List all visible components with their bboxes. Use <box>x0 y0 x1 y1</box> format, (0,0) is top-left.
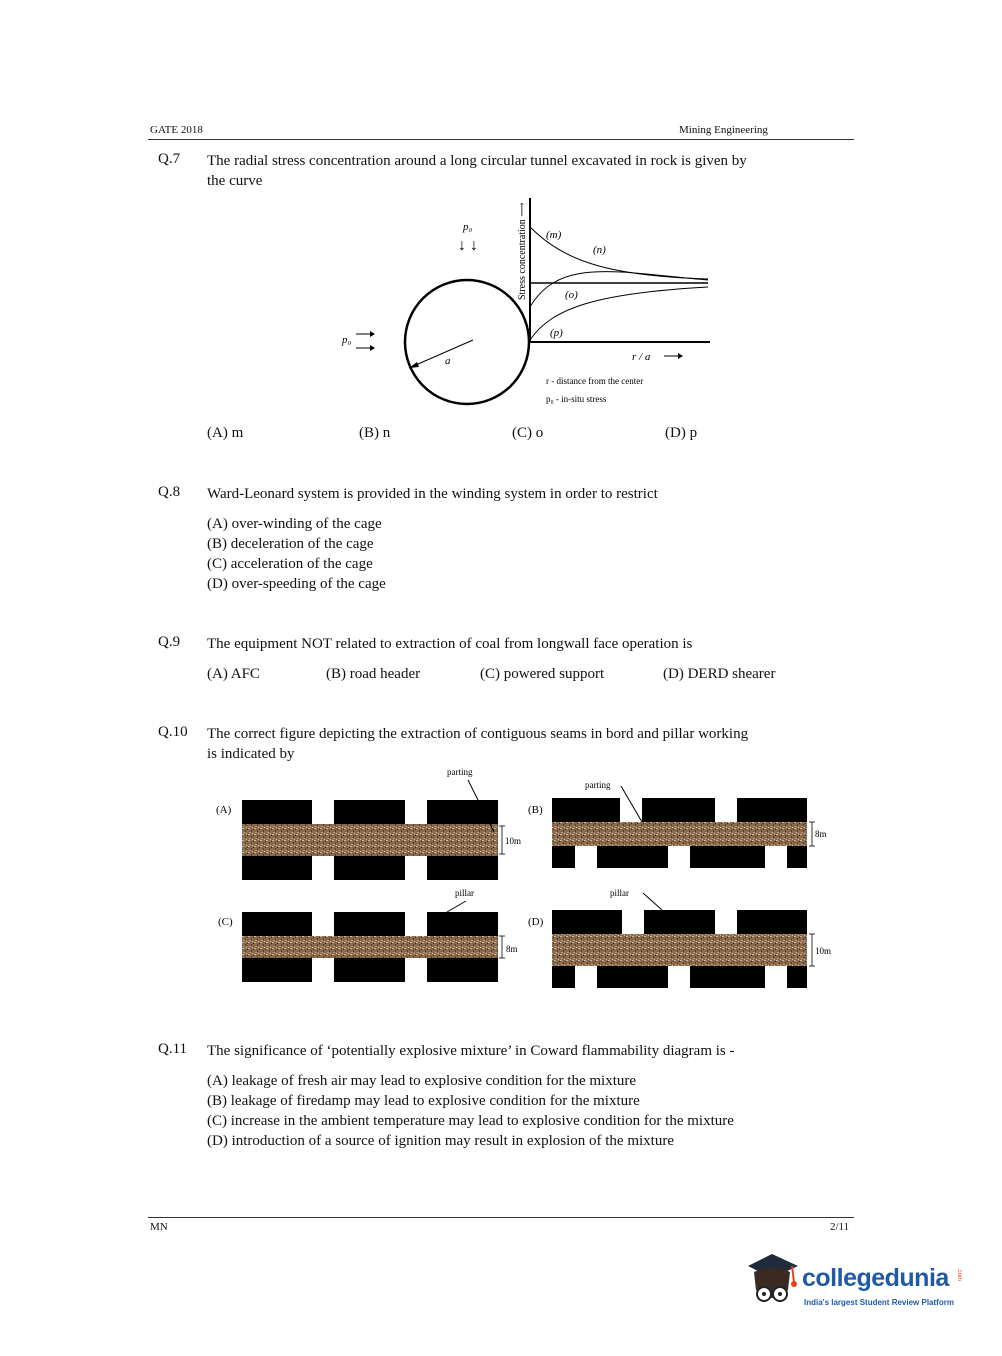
fig-b-parting-label: parting <box>585 780 611 790</box>
q7-option-d: (D) p <box>665 425 698 441</box>
fig-c-lower-opening-1 <box>312 958 334 982</box>
q9-number: Q.9 <box>158 634 181 650</box>
fig-b-lower-opening-2 <box>668 846 690 868</box>
footer-code: MN <box>150 1221 168 1233</box>
fig-a-upper-opening-1 <box>312 800 334 824</box>
p0-arrowhead-2 <box>370 345 375 351</box>
fig-d-parting <box>552 934 807 966</box>
radius-line <box>409 340 473 368</box>
q11-options <box>207 1071 734 1151</box>
fig-b-lower-opening-3 <box>765 846 787 868</box>
fig-b-label: (B) <box>528 804 543 816</box>
fig-d-lower-opening-3 <box>765 966 787 988</box>
header-subject: Mining Engineering <box>679 124 768 136</box>
logo-wordmark: collegedunia <box>802 1264 949 1292</box>
q11-option-b: (B) leakage of firedamp may lead to explosive condition for the mixture <box>207 1093 640 1109</box>
q7-text-1: The radial stress concentration around a long circular tunnel excavated in rock is given by <box>207 153 747 169</box>
header-rule <box>148 139 854 140</box>
fig-b-lower-opening-1 <box>575 846 597 868</box>
q8-option-b: (B) deceleration of the cage <box>207 536 374 552</box>
radius-label: a <box>445 355 451 367</box>
fig-c-lower-opening-2 <box>405 958 427 982</box>
q10-seam-figures <box>200 762 840 994</box>
fig-a-lower-opening-1 <box>312 856 334 880</box>
fig-d-label: (D) <box>528 916 544 928</box>
collegedunia-logo[interactable] <box>742 1250 972 1320</box>
fig-a-parting-label: parting <box>447 767 473 777</box>
curve-n <box>530 272 708 307</box>
fig-a-parting <box>242 824 498 856</box>
fig-a-lower-seam <box>242 856 498 880</box>
q11-option-d: (D) introduction of a source of ignition may result in explosion of the mixture <box>207 1133 674 1149</box>
footer-page-number: 2/11 <box>830 1221 850 1233</box>
p0-top-label: p₀ <box>463 221 473 233</box>
fig-c-dim-label: 8m <box>506 944 518 954</box>
q7-option-b: (B) n <box>359 425 391 441</box>
fig-c-pillar-label: pillar <box>455 888 474 898</box>
fig-c-pillar-pointer <box>447 901 466 912</box>
q9-option-a: (A) AFC <box>207 666 260 682</box>
q9-option-b: (B) road header <box>326 666 421 682</box>
q8-option-c: (C) acceleration of the cage <box>207 556 373 572</box>
fig-d-upper-opening-1 <box>622 910 644 934</box>
y-axis-label: Stress concentration ⟶ <box>517 202 528 300</box>
q9-option-d: (D) DERD shearer <box>663 666 776 682</box>
fig-a-upper-seam <box>242 800 498 824</box>
label-n: (n) <box>593 244 606 256</box>
q8-number: Q.8 <box>158 484 181 500</box>
fig-c-upper-seam <box>242 912 498 936</box>
fig-d-lower-opening-1 <box>575 966 597 988</box>
p0-arrowhead-1 <box>370 331 375 337</box>
q11-option-c: (C) increase in the ambient temperature may lead to explosive condition for the mixture <box>207 1113 734 1129</box>
q11-option-a: (A) leakage of fresh air may lead to explosive condition for the mixture <box>207 1073 637 1089</box>
label-o: (o) <box>565 289 578 301</box>
logo-tagline: India's largest Student Review Platform <box>804 1298 954 1307</box>
q7-option-a: (A) m <box>207 425 244 441</box>
figure-c <box>242 912 498 982</box>
x-axis-label-arrowhead <box>678 353 683 359</box>
fig-c-upper-opening-1 <box>312 912 334 936</box>
q7-text-2: the curve <box>207 173 263 189</box>
fig-d-dim-label: 10m <box>815 946 832 956</box>
fig-a-lower-opening-2 <box>405 856 427 880</box>
q8-option-a: (A) over-winding of the cage <box>207 516 382 532</box>
q8-text: Ward-Leonard system is provided in the winding system in order to restrict <box>207 486 658 502</box>
fig-b-upper-opening-2 <box>715 798 737 822</box>
legend-p0: p₀ - in-situ stress <box>546 394 607 404</box>
label-p: (p) <box>550 327 563 339</box>
fig-b-upper-seam <box>552 798 807 822</box>
q7-stress-figure <box>330 190 730 415</box>
fig-b-upper-opening-1 <box>620 798 642 822</box>
fig-d-upper-opening-2 <box>715 910 737 934</box>
q10-text-1: The correct figure depicting the extraction of contiguous seams in bord and pillar working <box>207 726 749 742</box>
q8-options <box>207 514 386 594</box>
q11-text: The significance of ‘potentially explosive mixture’ in Coward flammability diagram is - <box>207 1043 735 1059</box>
fig-d-upper-seam <box>552 910 807 934</box>
footer-rule <box>148 1217 854 1218</box>
q9-text: The equipment NOT related to extraction of coal from longwall face operation is <box>207 636 693 652</box>
fig-c-label: (C) <box>218 916 233 928</box>
fig-d-pillar-pointer <box>643 893 662 910</box>
label-m: (m) <box>546 229 562 241</box>
logo-suffix: .com <box>956 1268 962 1282</box>
figure-a <box>242 800 498 880</box>
q8-option-d: (D) over-speeding of the cage <box>207 576 386 592</box>
fig-a-dim-label: 10m <box>505 836 522 846</box>
tunnel-circle <box>405 280 529 404</box>
fig-c-upper-opening-2 <box>405 912 427 936</box>
legend-r: r - distance from the center <box>546 376 644 386</box>
q10-number: Q.10 <box>158 724 188 740</box>
p0-left-label: p₀ <box>342 334 352 346</box>
figure-d <box>552 910 807 988</box>
q7-number: Q.7 <box>158 151 181 167</box>
q9-option-c: (C) powered support <box>480 666 605 682</box>
fig-b-dim-label: 8m <box>815 829 827 839</box>
q10-text-2: is indicated by <box>207 746 295 762</box>
x-axis-label: r / a <box>632 351 651 363</box>
q11-number: Q.11 <box>158 1041 188 1057</box>
fig-d-lower-opening-2 <box>668 966 690 988</box>
mascot-icon <box>742 1250 802 1316</box>
figure-b <box>552 798 807 868</box>
fig-a-label: (A) <box>216 804 232 816</box>
p0-down-arrows: ↓ ↓ <box>458 237 478 254</box>
fig-b-parting <box>552 822 807 846</box>
fig-a-upper-opening-2 <box>405 800 427 824</box>
q7-option-c: (C) o <box>512 425 544 441</box>
fig-c-parting <box>242 936 498 958</box>
fig-d-pillar-label: pillar <box>610 888 629 898</box>
fig-c-lower-seam <box>242 958 498 982</box>
header-exam: GATE 2018 <box>150 124 203 136</box>
